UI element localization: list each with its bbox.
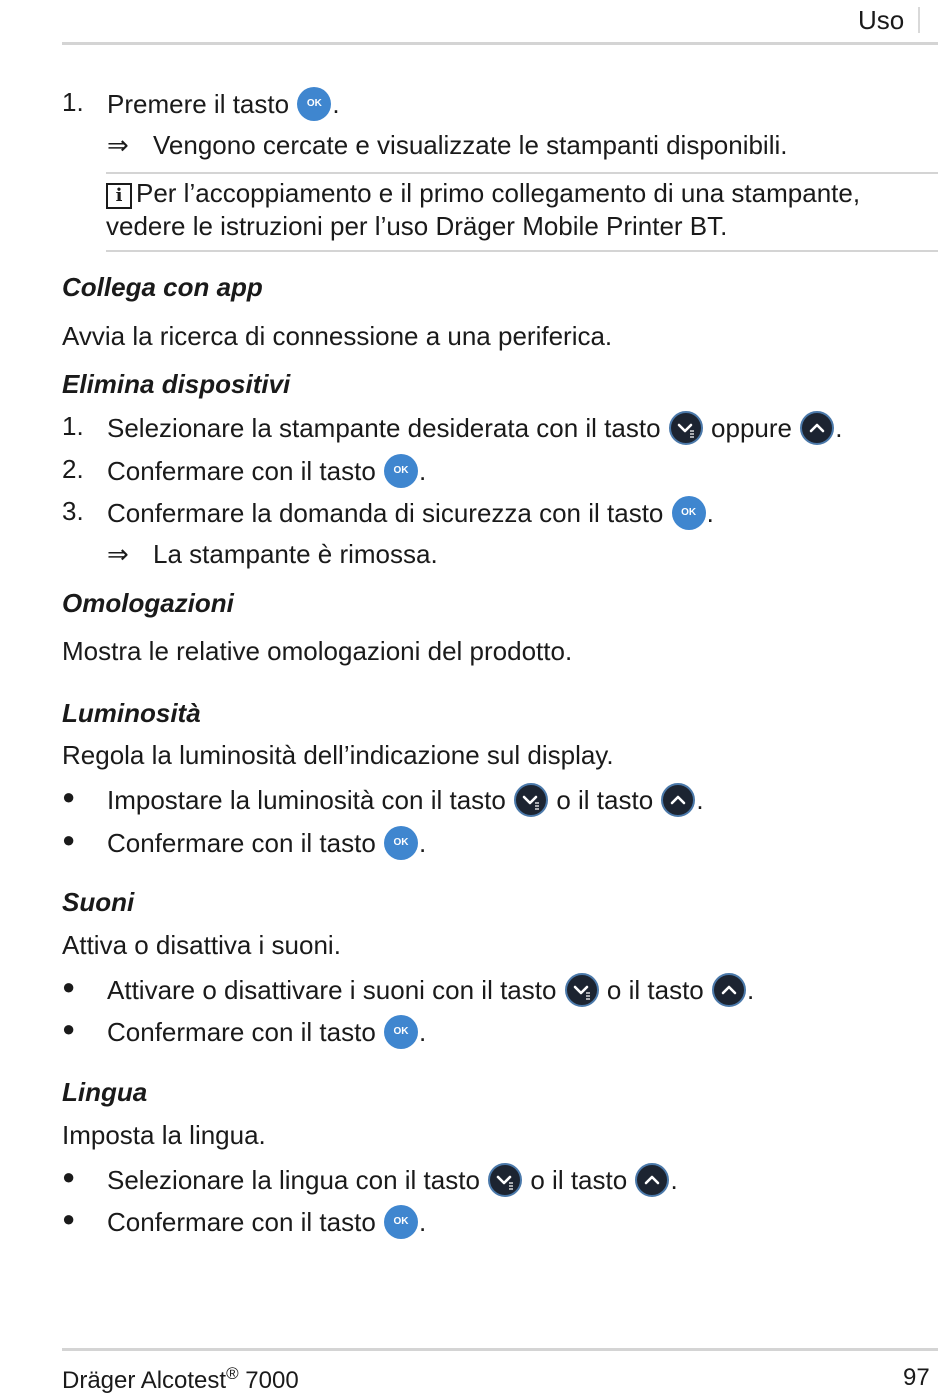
bullet: ● (62, 1164, 76, 1189)
section-desc-omologazioni: Mostra le relative omologazioni del prodotto. (62, 636, 573, 666)
section-title-suoni: Suoni (62, 887, 135, 917)
up-key-icon (712, 973, 746, 1007)
bullet: ● (62, 1016, 76, 1041)
bullet: ● (62, 784, 76, 809)
down-key-icon (488, 1163, 522, 1197)
section-desc-luminosita: Regola la luminosità dell’indicazione sul display. (62, 740, 614, 770)
section-desc-collega: Avvia la ricerca di connessione a una periferica. (62, 321, 613, 351)
section-title-luminosita: Luminosità (62, 698, 201, 728)
down-key-icon (514, 783, 548, 817)
list-item: Confermare con il tasto OK . (107, 1207, 427, 1237)
ok-key-icon: OK (384, 826, 418, 860)
step-text: Confermare con il tasto OK . (107, 456, 427, 486)
header-separator (918, 7, 920, 33)
ok-key-icon: OK (384, 1015, 418, 1049)
info-icon: i (106, 183, 132, 209)
result-text: Vengono cercate e visualizzate le stampanti disponibili. (153, 130, 788, 160)
step-text: Selezionare la stampante desiderata con il tasto oppure . (107, 413, 843, 443)
section-title-lingua: Lingua (62, 1077, 148, 1107)
ok-key-icon: OK (384, 454, 418, 488)
step-text: Confermare la domanda di sicurezza con il tasto OK . (107, 498, 714, 528)
list-item: Selezionare la lingua con il tasto o il tasto . (107, 1165, 678, 1195)
info-note-line-2: vedere le istruzioni per l’uso Dräger Mobile Printer BT. (106, 211, 728, 241)
footer-product: Dräger Alcotest® 7000 (62, 1364, 299, 1394)
list-item: Attivare o disattivare i suoni con il tasto o il tasto . (107, 975, 755, 1005)
section-title-elimina: Elimina dispositivi (62, 369, 291, 399)
list-item: Confermare con il tasto OK . (107, 1017, 427, 1047)
info-note (106, 172, 938, 252)
bullet: ● (62, 974, 76, 999)
bullet: ● (62, 1206, 76, 1231)
step-text: Premere il tasto OK . (107, 89, 340, 119)
down-key-icon (669, 411, 703, 445)
section-title-omologazioni: Omologazioni (62, 588, 234, 618)
step-number: 1. (62, 411, 84, 441)
list-item: Confermare con il tasto OK . (107, 828, 427, 858)
ok-key-icon: OK (384, 1205, 418, 1239)
header-rule (62, 42, 938, 45)
section-desc-lingua: Imposta la lingua. (62, 1120, 266, 1150)
section-desc-suoni: Attiva o disattiva i suoni. (62, 930, 341, 960)
step-number: 1. (62, 87, 84, 117)
bullet: ● (62, 827, 76, 852)
header-section-title: Uso (858, 5, 905, 35)
info-note-line-1: i Per l’accoppiamento e il primo collegamento di una stampante, (106, 178, 860, 209)
up-key-icon (800, 411, 834, 445)
section-title-collega: Collega con app (62, 272, 263, 302)
step-number: 2. (62, 454, 84, 484)
down-key-icon (565, 973, 599, 1007)
result-text: La stampante è rimossa. (153, 539, 438, 569)
page-number: 97 (903, 1364, 930, 1391)
result-arrow: ⇒ (107, 130, 129, 160)
footer-rule (62, 1348, 938, 1351)
result-arrow: ⇒ (107, 539, 129, 569)
ok-key-icon: OK (297, 87, 331, 121)
up-key-icon (635, 1163, 669, 1197)
ok-key-icon: OK (672, 496, 706, 530)
list-item: Impostare la luminosità con il tasto o il tasto . (107, 785, 704, 815)
step-number: 3. (62, 496, 84, 526)
up-key-icon (661, 783, 695, 817)
